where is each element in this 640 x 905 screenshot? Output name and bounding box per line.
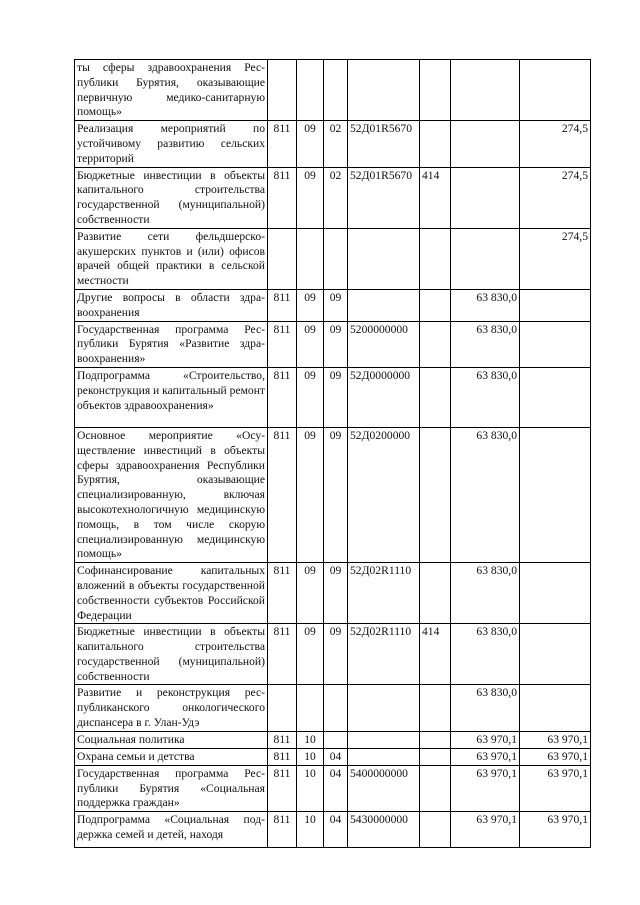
admin-code: 811 [268, 748, 297, 765]
admin-code: 811 [268, 812, 297, 848]
amount-year2 [520, 321, 591, 367]
admin-code [268, 228, 297, 289]
table-row [75, 167, 591, 228]
table-row [75, 731, 591, 748]
subsection-code: 09 [324, 624, 348, 685]
row-name: Социальная политика [75, 731, 268, 748]
amount-year1 [451, 121, 520, 167]
amount-year2: 274,5 [520, 121, 591, 167]
expense-type-code [420, 367, 451, 427]
amount-year2 [520, 60, 591, 121]
target-code: 5430000000 [348, 812, 420, 848]
section-code: 10 [297, 748, 324, 765]
section-code: 10 [297, 731, 324, 748]
amount-year1: 63 830,0 [451, 624, 520, 685]
expense-type-code [420, 685, 451, 731]
admin-code: 811 [268, 367, 297, 427]
amount-year2 [520, 563, 591, 624]
row-name: Бюджетные инвестиции в объекты капитального строительства государственной (муниципальной) собственности [75, 624, 268, 685]
expense-type-code [420, 427, 451, 562]
subsection-code: 04 [324, 812, 348, 848]
row-name: Подпрограмма «Социальная поддержка семей и детей, находя [75, 812, 268, 848]
table-row [75, 121, 591, 167]
target-code: 52Д0200000 [348, 427, 420, 562]
admin-code: 811 [268, 121, 297, 167]
subsection-code: 09 [324, 289, 348, 321]
table-row [75, 60, 591, 121]
subsection-code: 09 [324, 427, 348, 562]
target-code: 52Д01R5670 [348, 121, 420, 167]
subsection-code [324, 685, 348, 731]
admin-code: 811 [268, 624, 297, 685]
table-row [75, 228, 591, 289]
section-code: 09 [297, 289, 324, 321]
subsection-code [324, 228, 348, 289]
row-name: Развитие и реконструкция республиканского онкологического диспансера в г. Улан-Удэ [75, 685, 268, 731]
row-name: Основное мероприятие «Осуществление инвестиций в объекты сферы здравоохранения Республики Бурятия, оказывающие специализированную, включая высокотехнологичную медицинскую помощь, в том числе скорую специализированную медицинскую помощь» [75, 427, 268, 562]
row-name: Бюджетные инвестиции в объекты капитального строительства государственной (муниципальной) собственности [75, 167, 268, 228]
expense-type-code: 414 [420, 624, 451, 685]
admin-code: 811 [268, 427, 297, 562]
table-row [75, 427, 591, 562]
amount-year1 [451, 228, 520, 289]
amount-year1 [451, 167, 520, 228]
subsection-code: 04 [324, 748, 348, 765]
table-row [75, 748, 591, 765]
subsection-code: 09 [324, 321, 348, 367]
amount-year1: 63 970,1 [451, 731, 520, 748]
expense-type-code [420, 748, 451, 765]
expense-type-code [420, 121, 451, 167]
amount-year1 [451, 60, 520, 121]
amount-year1: 63 970,1 [451, 812, 520, 848]
row-name: Другие вопросы в области здравоохранения [75, 289, 268, 321]
target-code: 5200000000 [348, 321, 420, 367]
section-code: 10 [297, 765, 324, 811]
target-code [348, 731, 420, 748]
target-code: 52Д02R1110 [348, 624, 420, 685]
table-row [75, 765, 591, 811]
target-code: 52Д01R5670 [348, 167, 420, 228]
admin-code: 811 [268, 167, 297, 228]
amount-year1: 63 830,0 [451, 563, 520, 624]
section-code: 10 [297, 812, 324, 848]
subsection-code: 04 [324, 765, 348, 811]
row-name: Развитие сети фельдшерско-акушерских пунктов и (или) офисов врачей общей практики в сельской местности [75, 228, 268, 289]
admin-code: 811 [268, 765, 297, 811]
section-code [297, 60, 324, 121]
subsection-code [324, 60, 348, 121]
row-name: Реализация мероприятий по устойчивому развитию сельских территорий [75, 121, 268, 167]
target-code: 52Д0000000 [348, 367, 420, 427]
section-code: 09 [297, 367, 324, 427]
row-name: Охрана семьи и детства [75, 748, 268, 765]
expense-type-code [420, 812, 451, 848]
amount-year1: 63 830,0 [451, 367, 520, 427]
subsection-code: 02 [324, 167, 348, 228]
section-code: 09 [297, 121, 324, 167]
row-name: ты сферы здравоохранения Республики Бурятия, оказывающие первичную медико-санитарную помощь» [75, 60, 268, 121]
admin-code: 811 [268, 563, 297, 624]
expense-type-code [420, 289, 451, 321]
subsection-code: 09 [324, 367, 348, 427]
table-row [75, 685, 591, 731]
row-name: Государственная программа Республики Бурятия «Развитие здравоохранения» [75, 321, 268, 367]
amount-year2 [520, 624, 591, 685]
expense-type-code [420, 321, 451, 367]
section-code: 09 [297, 563, 324, 624]
amount-year2: 63 970,1 [520, 812, 591, 848]
amount-year1: 63 970,1 [451, 765, 520, 811]
budget-table [74, 59, 591, 848]
amount-year2 [520, 427, 591, 562]
amount-year2 [520, 289, 591, 321]
row-name: Государственная программа Республики Бурятия «Социальная поддержка граждан» [75, 765, 268, 811]
subsection-code [324, 731, 348, 748]
section-code: 09 [297, 321, 324, 367]
table-row [75, 321, 591, 367]
target-code [348, 60, 420, 121]
subsection-code: 09 [324, 563, 348, 624]
target-code [348, 685, 420, 731]
table-row [75, 563, 591, 624]
amount-year1: 63 830,0 [451, 321, 520, 367]
amount-year2 [520, 367, 591, 427]
admin-code [268, 685, 297, 731]
expense-type-code [420, 60, 451, 121]
expense-type-code [420, 563, 451, 624]
amount-year2: 63 970,1 [520, 765, 591, 811]
subsection-code: 02 [324, 121, 348, 167]
table-row [75, 812, 591, 848]
section-code: 09 [297, 624, 324, 685]
admin-code: 811 [268, 289, 297, 321]
target-code: 5400000000 [348, 765, 420, 811]
table-row [75, 367, 591, 427]
admin-code: 811 [268, 321, 297, 367]
target-code [348, 228, 420, 289]
amount-year2 [520, 685, 591, 731]
section-code [297, 685, 324, 731]
admin-code [268, 60, 297, 121]
admin-code: 811 [268, 731, 297, 748]
section-code: 09 [297, 427, 324, 562]
amount-year1: 63 830,0 [451, 685, 520, 731]
row-name: Подпрограмма «Строительство, реконструкция и капитальный ремонт объектов здравоохранения» [75, 367, 268, 427]
amount-year2: 63 970,1 [520, 748, 591, 765]
target-code [348, 748, 420, 765]
target-code: 52Д02R1110 [348, 563, 420, 624]
expense-type-code [420, 765, 451, 811]
amount-year2: 274,5 [520, 167, 591, 228]
amount-year2: 274,5 [520, 228, 591, 289]
amount-year1: 63 830,0 [451, 427, 520, 562]
target-code [348, 289, 420, 321]
section-code: 09 [297, 167, 324, 228]
expense-type-code: 414 [420, 167, 451, 228]
amount-year1: 63 830,0 [451, 289, 520, 321]
table-row [75, 624, 591, 685]
expense-type-code [420, 228, 451, 289]
expense-type-code [420, 731, 451, 748]
row-name: Софинансирование капитальных вложений в объекты государственной собственности субъектов Российской Федерации [75, 563, 268, 624]
amount-year2: 63 970,1 [520, 731, 591, 748]
table-row [75, 289, 591, 321]
amount-year1: 63 970,1 [451, 748, 520, 765]
section-code [297, 228, 324, 289]
